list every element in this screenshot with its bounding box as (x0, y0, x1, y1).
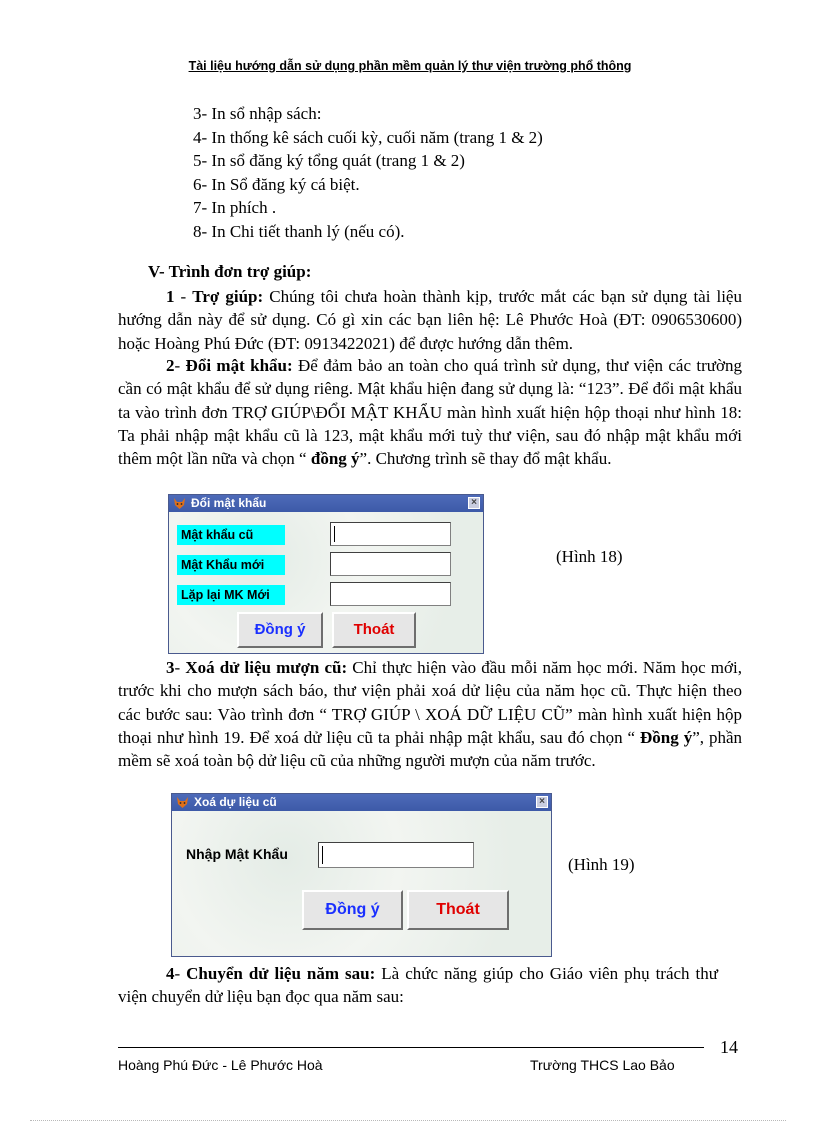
paragraph-delete-data (118, 656, 742, 772)
old-password-input[interactable] (330, 522, 451, 546)
exit-button[interactable]: Thoát (332, 612, 416, 648)
item-label: Trợ giúp: (192, 287, 264, 306)
delete-data-dialog (171, 793, 552, 957)
list-item: 7- In phích . (193, 198, 277, 217)
item-separator: - (174, 287, 193, 306)
item-label: Chuyển dử liệu năm sau: (186, 964, 376, 983)
bold-word: Đồng ý (640, 727, 693, 747)
dialog-title: Xoá dự liệu cũ (194, 795, 277, 809)
item-separator: - (174, 356, 186, 375)
item-label: Xoá dử liệu mượn cũ: (185, 658, 348, 677)
paragraph-text: Là chức năng giúp cho Giáo viên phụ trách thư viện chuyển dử liệu bạn đọc qua năm sau: (118, 964, 718, 1007)
paragraph-change-password (118, 354, 742, 470)
paragraph-help (118, 285, 742, 355)
document-header: Tài liệu hướng dẫn sử dụng phần mềm quản lý thư viện trường phổ thông (188, 59, 632, 73)
exit-button[interactable]: Thoát (407, 890, 509, 930)
item-number: 4 (166, 964, 175, 983)
footer-school: Trường THCS Lao Bảo (530, 1057, 675, 1073)
new-password-label: Mật Khẩu mới (177, 555, 285, 575)
dialog-title: Đổi mật khẩu (191, 496, 267, 510)
repeat-password-input[interactable] (330, 582, 451, 606)
paragraph-text-end: ”, phần mềm sẽ xoá toàn bộ dử liệu cũ của những người mượn của năm trước. (118, 727, 743, 771)
item-number: 1 (166, 287, 175, 306)
footer-rule (118, 1047, 704, 1048)
fox-app-icon (173, 497, 186, 510)
item-separator: - (174, 658, 186, 677)
item-number: 3 (166, 658, 175, 677)
new-password-input[interactable] (330, 552, 451, 576)
figure-18-caption: (Hình 18) (556, 547, 623, 566)
close-icon[interactable]: × (468, 497, 480, 509)
list-item: 4- In thống kê sách cuối kỳ, cuối năm (trang 1 & 2) (193, 127, 543, 147)
print-list (193, 102, 543, 243)
list-item: 3- In sổ nhập sách: (193, 104, 322, 123)
list-item: 5- In sổ đăng ký tổng quát (trang 1 & 2) (193, 151, 465, 170)
section-title: V- Trình đơn trợ giúp: (148, 262, 312, 281)
bold-word: đồng ý (306, 449, 360, 469)
paragraph-text: Chúng tôi chưa hoàn thành kịp, trước mắt các bạn sử dụng tài liệu hướng dẫn này để sử dụng. Có gì xin các bạn liên hệ: Lê Phước Hoà (ĐT: 0906530600) hoặc Hoàng Phú Đức (ĐT: 0913422021) để được hướng dẫn thêm. (118, 287, 742, 353)
ok-button[interactable]: Đồng ý (237, 612, 323, 648)
enter-password-label: Nhập Mật Khẩu (186, 846, 288, 862)
item-label: Đổi mật khẩu: (185, 356, 293, 375)
page-bottom-border (30, 1120, 786, 1121)
dialog-titlebar (169, 495, 483, 512)
paragraph-text: Chỉ thực hiện vào đầu mỗi năm học mới. Năm học mới, trước khi cho mượn sách báo, thư viện phải xoá dử liệu của năm học cũ. Thực hiện theo các bước sau: Vào trình đơn “ TRỢ GIÚP \ XOÁ DỮ LIỆU CŨ” màn hình xuất hiện hộp thoại như hình 19. Để xoá dử liệu cũ ta phải nhập mật khẩu, sau đó chọn “ (118, 658, 742, 747)
page-number: 14 (720, 1037, 738, 1057)
figure-19-caption: (Hình 19) (568, 855, 635, 874)
list-item: 8- In Chi tiết thanh lý (nếu có). (193, 221, 405, 241)
dialog-titlebar (172, 794, 551, 811)
list-item: 6- In Sổ đăng ký cá biệt. (193, 174, 360, 194)
item-number: 2 (166, 356, 175, 375)
repeat-password-label: Lặp lại MK Mới (177, 585, 285, 605)
paragraph-text-end: ”. Chương trình sẽ thay đổ mật khẩu. (359, 449, 612, 469)
change-password-dialog (168, 494, 484, 654)
paragraph-transfer-data (118, 962, 718, 1009)
fox-app-icon (176, 796, 189, 809)
ok-button[interactable]: Đồng ý (302, 890, 403, 930)
paragraph-text: Để đảm bảo an toàn cho quá trình sử dụng, thư viện các trường cần có mật khẩu để sử dụng riêng. Mật khẩu hiện đang sử dụng là: “123”. Để đổi mật khẩu ta vào trình đơn TRỢ GIÚP\ĐỔI MẬT KHẨU màn hình xuất hiện hộp thoại như hình 18: Ta phải nhập mật khẩu cũ là 123, mật khẩu mới tuỳ thư viện, sau đó nhập mật khẩu mới thêm một lần nữa và chọn “ (118, 356, 742, 469)
old-password-label: Mật khẩu cũ (177, 525, 285, 545)
item-separator: - (174, 964, 187, 983)
close-icon[interactable]: × (536, 796, 548, 808)
footer-authors: Hoàng Phú Đức - Lê Phước Hoà (118, 1057, 323, 1073)
password-input[interactable] (318, 842, 474, 868)
